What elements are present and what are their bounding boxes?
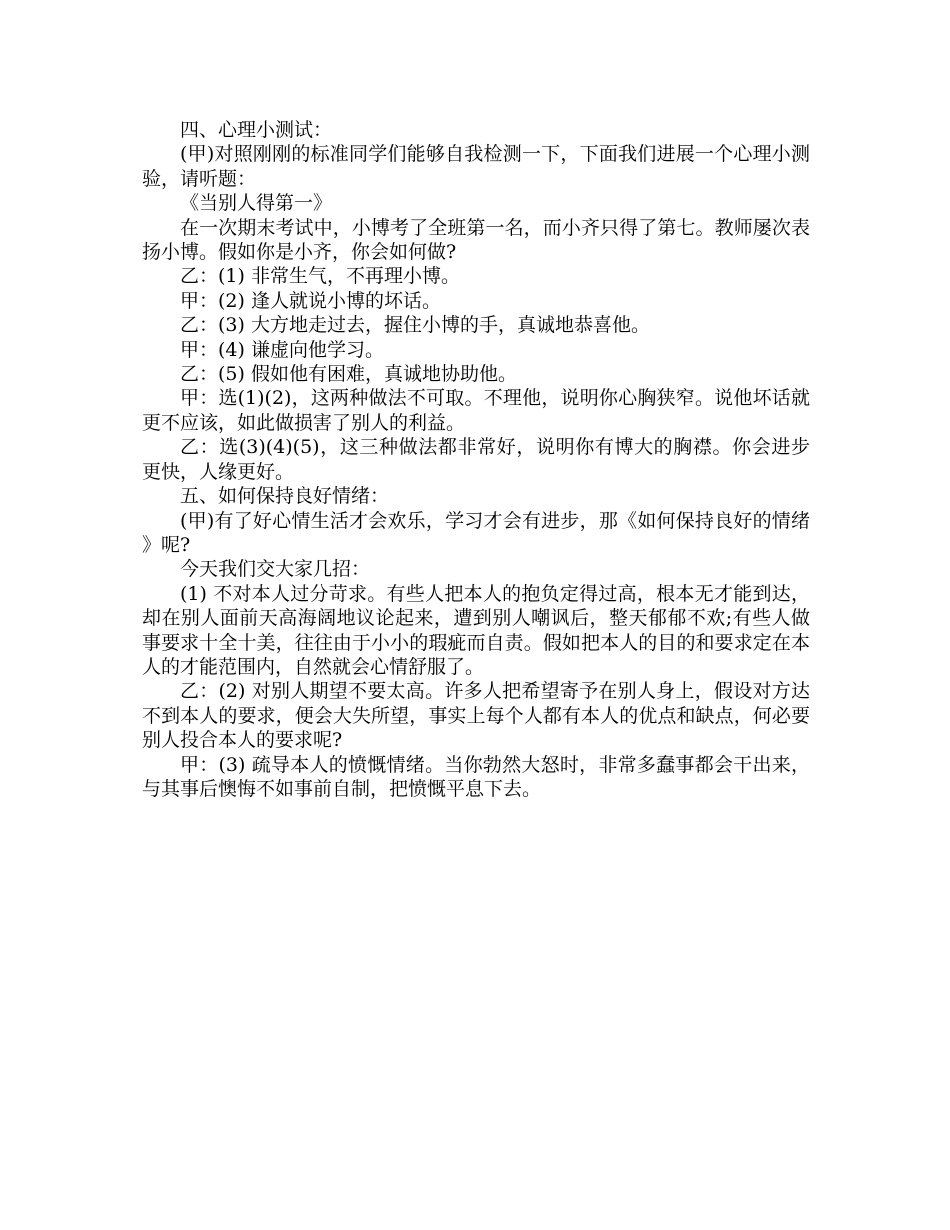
paragraph: 甲：(3) 疏导本人的愤慨情绪。当你勃然大怒时，非常多蠢事都会干出来，与其事后懊悔不如事前自制，把愤慨平息下去。 <box>142 753 810 800</box>
paragraph: (1) 不对本人过分苛求。有些人把本人的抱负定得过高，根本无才能到达，却在别人面前天高海阔地议论起来，遭到别人嘲讽后，整天郁郁不欢;有些人做事要求十全十美，往往由于小小的瑕疵而自责。假如把本人的目的和要求定在本人的才能范围内，自然就会心情舒服了。 <box>142 582 810 678</box>
paragraph: (甲)有了好心情生活才会欢乐，学习才会有进步，那《如何保持良好的情绪 》呢? <box>142 509 810 556</box>
option-line: 乙：(3) 大方地走过去，握住小博的手，真诚地恭喜他。 <box>180 314 650 337</box>
option-line: 甲：(4) 谦虚向他学习。 <box>180 338 384 361</box>
option-line: 甲：(2) 逢人就说小博的坏话。 <box>180 289 441 312</box>
option-line: 乙：(5) 假如他有困难，真诚地协助他。 <box>180 363 517 386</box>
paragraph: 甲：选(1)(2)，这两种做法不可取。不理他，说明你心胸狭窄。说他坏话就更不应该，如此做损害了别人的利益。 <box>142 387 810 434</box>
section-heading-emotions: 五、如何保持良好情绪： <box>180 485 390 508</box>
quiz-title: 《当别人得第一》 <box>180 192 333 215</box>
paragraph: 今天我们交大家几招： <box>180 558 371 581</box>
paragraph: 乙：选(3)(4)(5)，这三种做法都非常好，说明你有博大的胸襟。你会进步更快，人缘更好。 <box>142 436 810 483</box>
paragraph: 在一次期末考试中，小博考了全班第一名，而小齐只得了第七。教师屡次表扬小博。假如你是小齐，你会如何做? <box>142 216 810 264</box>
paragraph: (甲)对照刚刚的标准同学们能够自我检测一下，下面我们进展一个心理小测验，请听题： <box>142 143 810 190</box>
paragraph: 乙：(2) 对别人期望不要太高。许多人把希望寄予在别人身上，假设对方达不到本人的要求，便会大失所望，事实上每个人都有本人的优点和缺点，何必要别人投合本人的要求呢? <box>142 680 810 752</box>
option-line: 乙：(1) 非常生气，不再理小博。 <box>180 265 460 288</box>
section-heading-psych-test: 四、心理小测试： <box>180 119 333 141</box>
document-page <box>142 118 810 801</box>
